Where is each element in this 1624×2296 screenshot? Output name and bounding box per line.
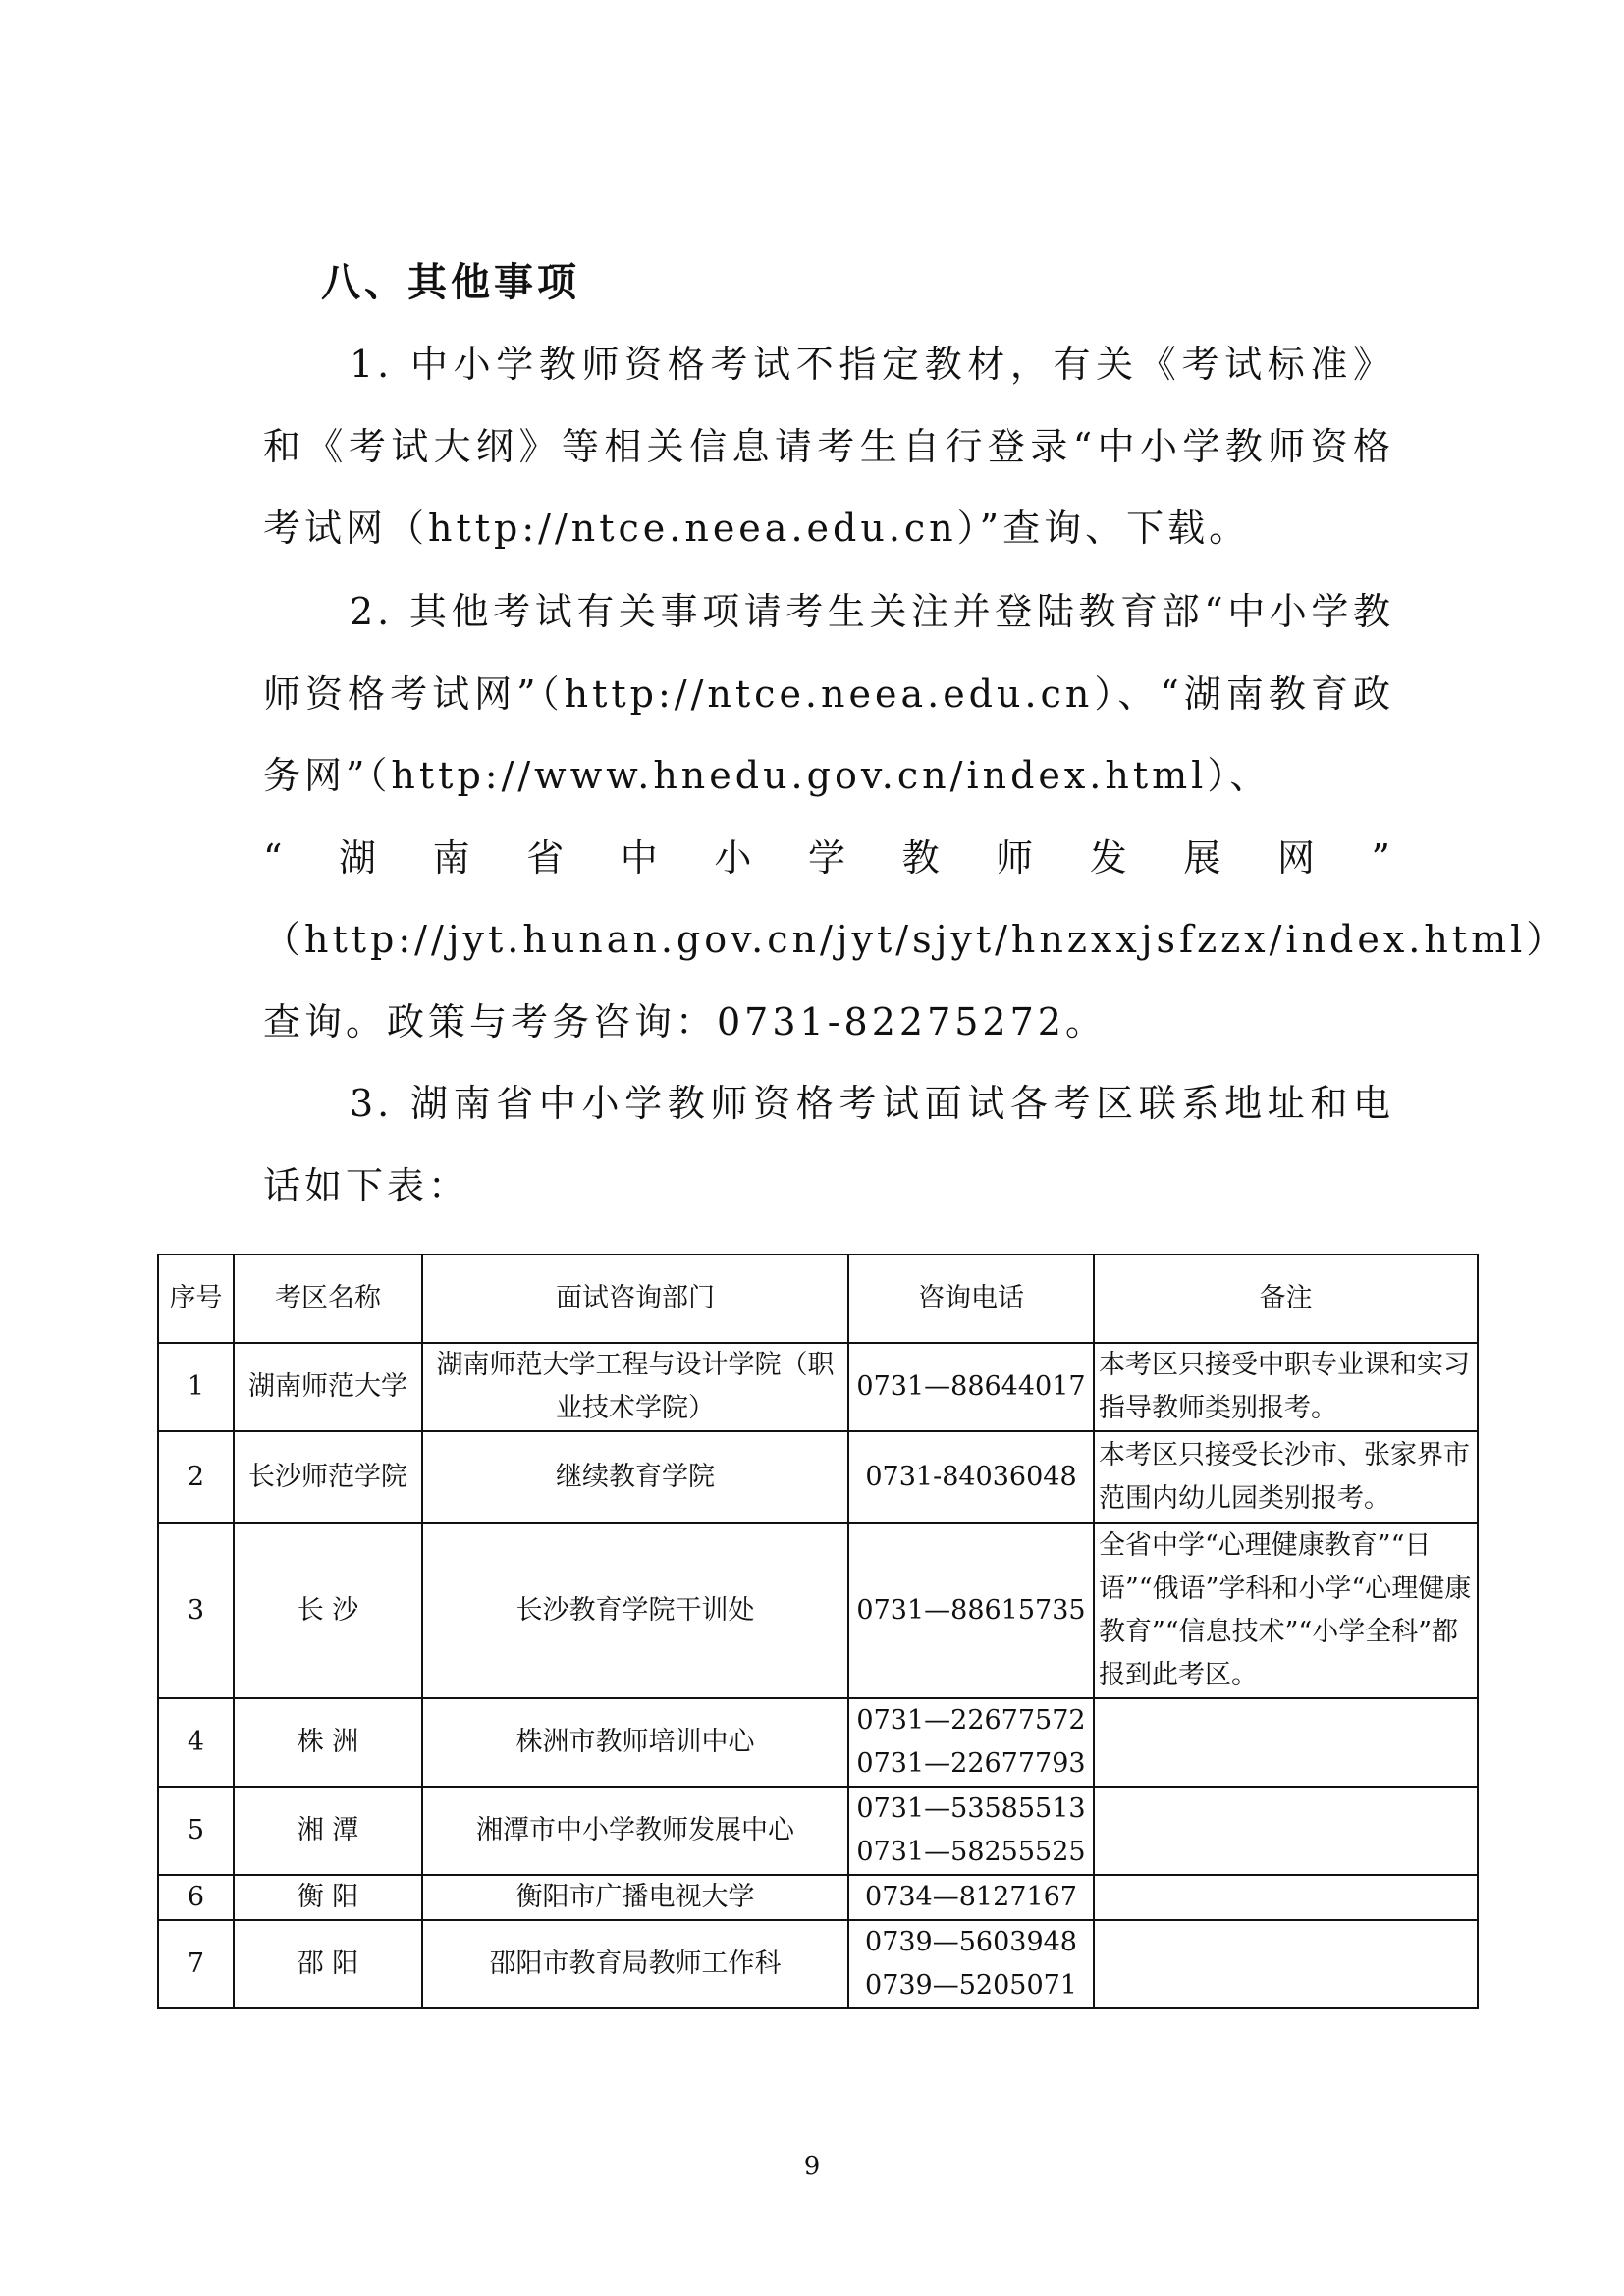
cell-note: 本考区只接受中职专业课和实习指导教师类别报考。 (1094, 1343, 1478, 1431)
phone-number: 0731—88615735 (856, 1595, 1086, 1626)
table-row (158, 1343, 1478, 1431)
paragraph-other-matters (263, 571, 1568, 1063)
spread-char: 网 (1276, 835, 1319, 880)
phone-number: 0731—53585513 (856, 1793, 1086, 1824)
cell-dept: 邵阳市教育局教师工作科 (422, 1920, 848, 2008)
cell-no: 1 (158, 1343, 234, 1431)
cell-no: 2 (158, 1431, 234, 1523)
phone-number: 0731—58255525 (856, 1837, 1086, 1867)
cell-phone (848, 1920, 1094, 2008)
table-row (158, 1875, 1478, 1920)
cell-dept: 湘潭市中小学教师发展中心 (422, 1787, 848, 1875)
cell-dept: 继续教育学院 (422, 1431, 848, 1523)
phone-number: 0734—8127167 (865, 1882, 1077, 1912)
cell-note (1094, 1787, 1478, 1875)
spread-char: “ (263, 835, 287, 880)
phone-number: 0731—22677793 (856, 1748, 1086, 1779)
cell-phone (848, 1875, 1094, 1920)
table-row (158, 1698, 1478, 1787)
cell-phone (848, 1431, 1094, 1523)
spread-char: ” (1371, 835, 1394, 880)
header-no: 序号 (158, 1255, 234, 1343)
cell-dept: 湖南师范大学工程与设计学院（职业技术学院） (422, 1343, 848, 1431)
cell-dept: 衡阳市广播电视大学 (422, 1875, 848, 1920)
spread-char: 小 (714, 835, 756, 880)
paragraph-other-matters-line3: （http://jyt.hunan.gov.cn/jyt/sjyt/hnzxxjsfzzx/index.html）查询。政策与考务咨询：0731-82275272。 (263, 918, 1568, 1043)
cell-region: 长 沙 (234, 1523, 422, 1698)
cell-phone (848, 1787, 1094, 1875)
cell-phone (848, 1523, 1094, 1698)
cell-no: 5 (158, 1787, 234, 1875)
cell-dept: 株洲市教师培训中心 (422, 1698, 848, 1787)
section-title: 八、其他事项 (321, 260, 580, 305)
cell-no: 3 (158, 1523, 234, 1698)
cell-region: 衡 阳 (234, 1875, 422, 1920)
table-row (158, 1431, 1478, 1523)
cell-no: 7 (158, 1920, 234, 2008)
contact-table (157, 1254, 1479, 2009)
cell-note (1094, 1920, 1478, 2008)
table-row (158, 1523, 1478, 1698)
header-dept: 面试咨询部门 (422, 1255, 848, 1343)
cell-region: 湘 潭 (234, 1787, 422, 1875)
cell-no: 6 (158, 1875, 234, 1920)
cell-region: 湖南师范大学 (234, 1343, 422, 1431)
phone-number: 0731—88644017 (856, 1371, 1086, 1402)
cell-region: 株 洲 (234, 1698, 422, 1787)
spread-char: 南 (432, 835, 474, 880)
header-phone: 咨询电话 (848, 1255, 1094, 1343)
cell-region: 邵 阳 (234, 1920, 422, 2008)
cell-note: 本考区只接受长沙市、张家界市范围内幼儿园类别报考。 (1094, 1431, 1478, 1523)
paragraph-other-matters-spread-line (263, 818, 1394, 900)
paragraph-other-matters-line1: 2. 其他考试有关事项请考生关注并登陆教育部“中小学教师资格考试网”（http://ntce.neea.edu.cn）、“湖南教育政务网”（http://www.hnedu.gov.cn/index.html）、 (263, 590, 1394, 797)
cell-note (1094, 1875, 1478, 1920)
header-note: 备注 (1094, 1255, 1478, 1343)
spread-char: 展 (1183, 835, 1225, 880)
spread-char: 省 (526, 835, 568, 880)
page-number: 9 (803, 2152, 821, 2181)
paragraph-contact-intro: 3. 湖南省中小学教师资格考试面试各考区联系地址和电话如下表： (263, 1082, 1394, 1207)
spread-char: 湖 (339, 835, 381, 880)
phone-number: 0731-84036048 (865, 1462, 1077, 1492)
spread-char: 发 (1089, 835, 1131, 880)
table-header-row (158, 1255, 1478, 1343)
phone-number: 0731—22677572 (856, 1705, 1086, 1735)
spread-char: 学 (807, 835, 849, 880)
cell-phone (848, 1698, 1094, 1787)
phone-number: 0739—5603948 (865, 1927, 1077, 1957)
cell-dept: 长沙教育学院干训处 (422, 1523, 848, 1698)
table-row (158, 1787, 1478, 1875)
cell-phone (848, 1343, 1094, 1431)
cell-note: 全省中学“心理健康教育”“日语”“俄语”学科和小学“心理健康教育”“信息技术”“小学全科”都报到此考区。 (1094, 1523, 1478, 1698)
spread-char: 中 (620, 835, 662, 880)
cell-note (1094, 1698, 1478, 1787)
cell-no: 4 (158, 1698, 234, 1787)
cell-region: 长沙师范学院 (234, 1431, 422, 1523)
paragraph-textbooks: 1. 中小学教师资格考试不指定教材，有关《考试标准》和《考试大纲》等相关信息请考生自行登录“中小学教师资格考试网（http://ntce.neea.edu.cn）”查询、下载。 (263, 343, 1394, 550)
spread-char: 教 (901, 835, 944, 880)
spread-char: 师 (996, 835, 1038, 880)
header-region: 考区名称 (234, 1255, 422, 1343)
phone-number: 0739—5205071 (865, 1970, 1077, 2001)
table-row (158, 1920, 1478, 2008)
